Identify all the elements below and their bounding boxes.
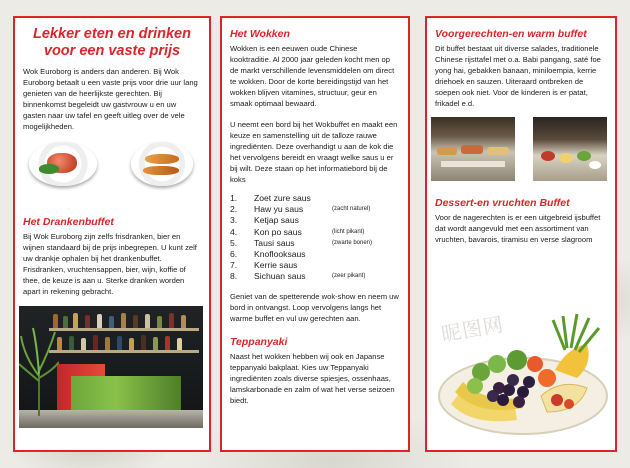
watermark: 昵图网 (439, 311, 506, 347)
bottle-row-bottom (53, 334, 199, 350)
list-item: 8. Sichuan saus (zeer pikant) (230, 271, 366, 282)
sauce-list (230, 193, 408, 283)
starters-heading: Voorgerechten-en warm buffet (435, 28, 587, 40)
list-item: 5. Tausi saus (zwarte bonen) (230, 237, 373, 248)
teppanyaki-heading: Teppanyaki (230, 335, 288, 348)
list-item: 2. Haw yu saus (zacht naturel) (230, 204, 371, 215)
list-item: 4. Kon po saus (licht pikant) (230, 226, 365, 237)
plant-icon (19, 326, 59, 416)
page-title: Lekker eten en drinken voor een vaste prijs (33, 26, 191, 59)
wok-text-1: Wokken is een eeuwen oude Chinese kooktraditie. Al 2000 jaar geleden kocht men op de markt verschillende levensmiddelen om direct te wokken. Door de korte bereidingstijd van het wokken blijven vitamines, structuur, geur en smaak optimaal bewaard. (230, 44, 395, 108)
bottle-row-top (53, 312, 199, 328)
buffet-photos (427, 117, 615, 189)
list-item: 3. Ketjap saus (230, 215, 299, 226)
list-item: 6. Knoflooksaus (230, 249, 306, 260)
starters-text: Dit buffet bestaat uit diverse salades, traditionele Chinese rijsttafel met o.a. Babi pangang, saté foe yong hai, gebakken banaan, miniloempia, kerrie driehoek en sauzen. Uiteraard ontbreken de soepen ook niet. Voor de kinderen is er patat, frikadel e.d. (435, 44, 601, 108)
wok-text-3: Geniet van de spetterende wok-show en neem uw bord in ontvangst. Loop vervolgens langs het warme buffet en vul uw gerechten aan. (230, 291, 399, 323)
buffet-photo-left (431, 117, 515, 181)
buffet-photo-right (533, 117, 607, 181)
dessert-text: Voor de nagerechten is er een uitgebreid ijsbuffet dat wordt aangevuld met een assortiment van vruchten, bavarois, tiramisu en verse slagroom (435, 213, 601, 244)
teppanyaki-text: Naast het wokken hebben wij ook en Japanse teppanyaki bakplaat. Kies uw Teppanyaki ingrediënten zoals diverse spiesjes, ossenhaas, lamskarbonade en zalm of wat het verse seizoen biedt. (230, 351, 395, 405)
drinks-bar-photo (19, 306, 203, 428)
food-plates-image (15, 138, 209, 208)
intro-text: Wok Euroborg is anders dan anderen. Bij Wok Euroborg betaalt u een vaste prijs voor drie uur lang genieten van de heerlijkste gerechten. Bij binnenkomst begeleidt uw gastvrouw u en uw gasten naar uw tafel en geeft uitleg over de vele mogelijkheden. (23, 67, 198, 131)
drinks-heading: Het Drankenbuffet (23, 216, 114, 228)
drinks-text: Bij Wok Euroborg zijn zelfs frisdranken, bier en wijnen standaard bij de prijs inbegrepen. U kunt zelf uw drankje ophalen bij het drankenbuffet. Frisdranken, vruchtensappen, bier, wijn, koffie of thee, de keuze is aan u. Sterke dranken worden apart in rekening gebracht. (23, 232, 197, 296)
panel-wok (220, 16, 410, 452)
list-item: 7. Kerrie saus (230, 260, 298, 271)
salmon-plate (29, 142, 97, 186)
shrimp-plate (131, 142, 193, 186)
wok-heading: Het Wokken (230, 28, 290, 40)
list-item: 1. Zoet zure saus (230, 193, 311, 203)
fruit-plate-image (437, 308, 609, 436)
wok-text-2: U neemt een bord bij het Wokbuffet en maakt een keuze en samenstelling uit de talloze rauwe ingrediënten. Deze overhandigt u aan de kok die het vervolgens bereidt en vraagt welke saus u er bij wilt. Deze staan op het informatiebord bij de koks (230, 120, 398, 184)
dessert-heading: Dessert-en vruchten Buffet (435, 197, 570, 209)
